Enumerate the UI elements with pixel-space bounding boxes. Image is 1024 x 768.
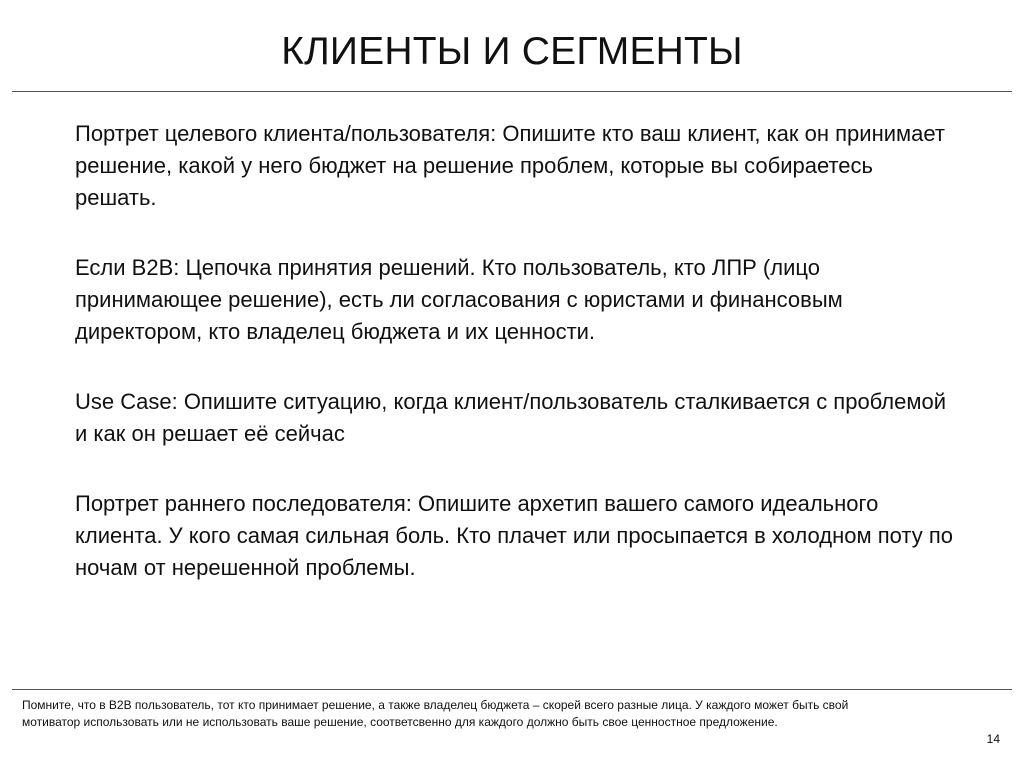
paragraph-use-case: Use Case: Опишите ситуацию, когда клиент/пользователь сталкивается с проблемой и как он решает её сейчас [75,389,947,446]
footnote: Помните, что в B2B пользователь, тот кто принимает решение, а также владелец бюджета – скорей всего разные лица. У каждого может быть свой мотиватор использовать или не использовать ваше решение, соответсвенно для каждого должно быть свое ценностное предложение. [22,698,849,729]
slide-body [75,118,955,622]
paragraph-early-adopter: Портрет раннего последователя: Опишите архетип вашего самого идеального клиента. У кого самая сильная боль. Кто плачет или просыпается в холодном поту по ночам от нерешенной проблемы. [75,491,953,580]
title-divider [12,91,1012,92]
paragraph-target-client: Портрет целевого клиента/пользователя: Опишите кто ваш клиент, как он принимает решение, какой у него бюджет на решение проблем, которые вы собираетесь решать. [75,121,945,210]
page-number: 14 [986,732,1000,746]
paragraph-b2b-decision-chain: Если B2B: Цепочка принятия решений. Кто пользователь, кто ЛПР (лицо принимающее решение), есть ли согласования с юристами и финансовым директором, кто владелец бюджета и их ценности. [75,255,843,344]
slide-title: КЛИЕНТЫ И СЕГМЕНТЫ [281,30,743,73]
footer-divider [12,689,1012,690]
